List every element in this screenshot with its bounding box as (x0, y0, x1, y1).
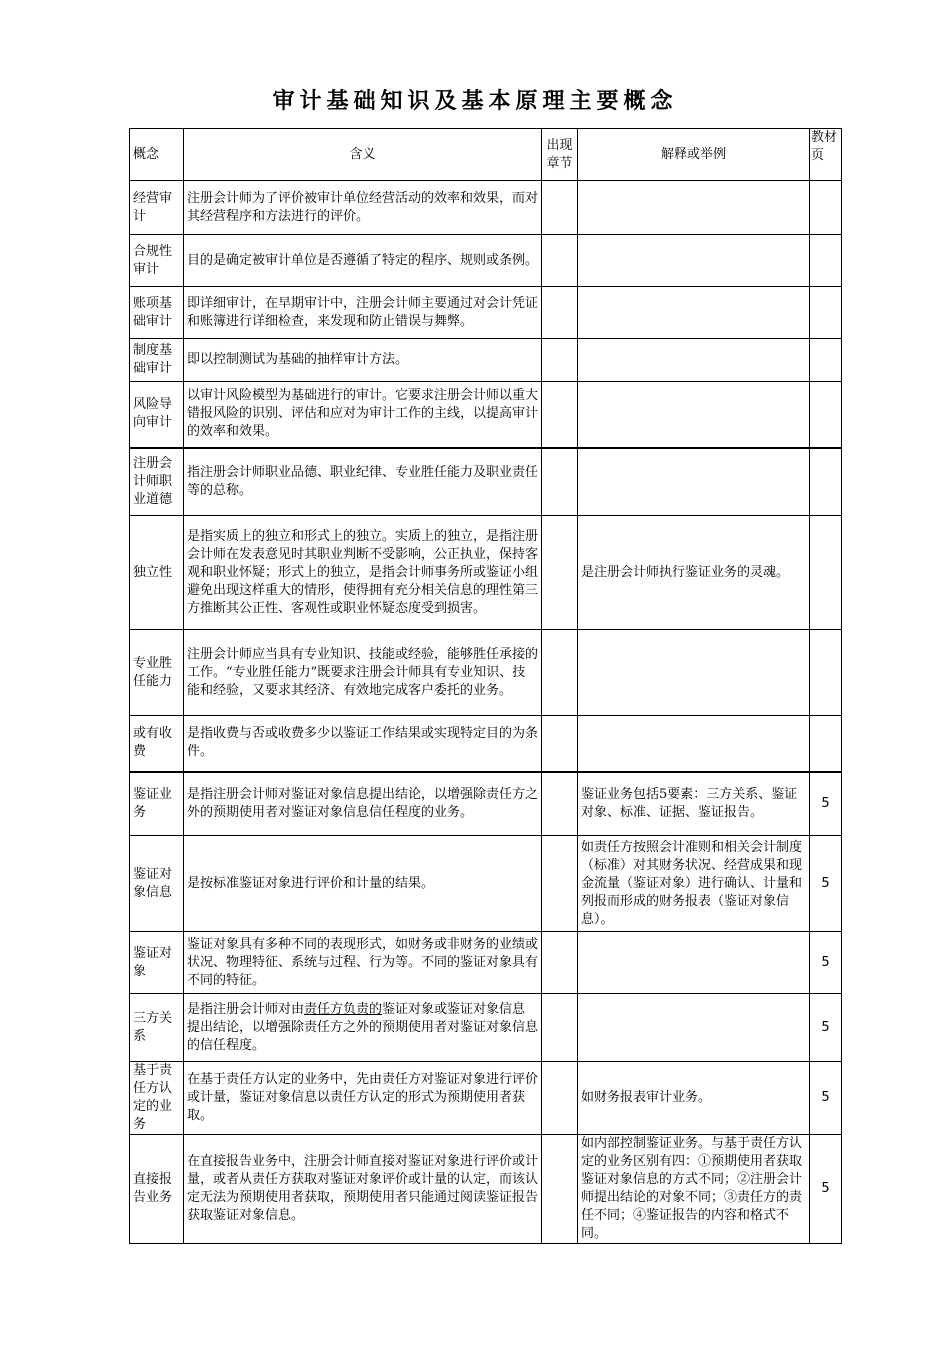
table-row (130, 235, 842, 287)
explanation-cell: 如财务报表审计业务。 (578, 1062, 810, 1135)
meaning-cell (184, 994, 542, 1062)
meaning-cell: 即详细审计，在早期审计中，注册会计师主要通过对会计凭证和账簿进行详细检查，来发现和防止错误与舞弊。 (184, 287, 542, 339)
explanation-cell (578, 994, 810, 1062)
meaning-cell: 是指实质上的独立和形式上的独立。实质上的独立，是指注册会计师在发表意见时其职业判断不受影响，公正执业，保持客观和职业怀疑；形式上的独立，是指会计师事务所或鉴证小组避免出现这样重大的情形，使得拥有充分相关信息的理性第三方推断其公正性、客观性或职业怀疑态度受到损害。 (184, 516, 542, 630)
table-row (130, 716, 842, 772)
page-cell: 5 (810, 1062, 842, 1135)
page-title: 审计基础知识及基本原理主要概念 (272, 88, 678, 114)
table-row (130, 181, 842, 235)
explanation-cell (578, 235, 810, 287)
meaning-cell: 指注册会计师职业品德、职业纪律、专业胜任能力及职业责任等的总称。 (184, 448, 542, 516)
concept-cell: 专业胜任能力 (130, 630, 184, 716)
chapter-cell (542, 235, 578, 287)
header-explanation: 解释或举例 (578, 129, 810, 181)
concept-cell: 鉴证对象信息 (130, 836, 184, 932)
page-cell (810, 287, 842, 339)
page-cell (810, 716, 842, 772)
concept-cell: 风险导向审计 (130, 382, 184, 448)
table-row (130, 448, 842, 516)
chapter-cell (542, 181, 578, 235)
chapter-cell (542, 994, 578, 1062)
chapter-cell (542, 339, 578, 382)
meaning-text-underlined: 责任方负责的 (304, 1001, 383, 1017)
meaning-cell: 是按标准鉴证对象进行评价和计量的结果。 (184, 836, 542, 932)
chapter-cell (542, 516, 578, 630)
meaning-cell: 即以控制测试为基础的抽样审计方法。 (184, 339, 542, 382)
concept-cell: 注册会计师职业道德 (130, 448, 184, 516)
meaning-cell: 目的是确定被审计单位是否遵循了特定的程序、规则或条例。 (184, 235, 542, 287)
table-row (130, 1062, 842, 1135)
chapter-cell (542, 287, 578, 339)
concept-cell: 制度基础审计 (130, 339, 184, 382)
header-row (130, 129, 842, 181)
concept-table (129, 128, 842, 1244)
meaning-text-post: 鉴证对象或鉴证对象信息提出结论，以增强除责任方之外的预期使用者对鉴证对象信息的信任程度。 (187, 1001, 539, 1053)
meaning-text-pre: 是指注册会计师对由 (187, 1001, 305, 1017)
chapter-cell (542, 716, 578, 772)
meaning-cell: 在直接报告业务中，注册会计师直接对鉴证对象进行评价或计量，或者从责任方获取对鉴证对象评价或计量的认定，而该认定无法为预期使用者获取，预期使用者只能通过阅读鉴证报告获取鉴证对象信息。 (184, 1135, 542, 1244)
header-chapter: 出现章节 (542, 129, 578, 181)
page-cell: 5 (810, 772, 842, 836)
explanation-cell: 鉴证业务包括5要素：三方关系、鉴证对象、标准、证据、鉴证报告。 (578, 772, 810, 836)
header-page: 教材页 (810, 129, 842, 181)
table-row (130, 287, 842, 339)
explanation-cell (578, 630, 810, 716)
table-row (130, 1135, 842, 1244)
table-row (130, 382, 842, 448)
table-row (130, 516, 842, 630)
explanation-cell (578, 339, 810, 382)
concept-cell: 或有收费 (130, 716, 184, 772)
explanation-cell (578, 448, 810, 516)
meaning-cell: 在基于责任方认定的业务中，先由责任方对鉴证对象进行评价或计量，鉴证对象信息以责任方认定的形式为预期使用者获取。 (184, 1062, 542, 1135)
table-row (130, 630, 842, 716)
page-cell: 5 (810, 994, 842, 1062)
concept-cell: 鉴证业务 (130, 772, 184, 836)
page-cell: 5 (810, 836, 842, 932)
page-cell: 5 (810, 1135, 842, 1244)
page-cell (810, 630, 842, 716)
chapter-cell (542, 1135, 578, 1244)
table-row (130, 836, 842, 932)
page-cell (810, 382, 842, 448)
explanation-cell: 是注册会计师执行鉴证业务的灵魂。 (578, 516, 810, 630)
explanation-cell (578, 181, 810, 235)
concept-cell: 账项基础审计 (130, 287, 184, 339)
chapter-cell (542, 630, 578, 716)
header-meaning: 含义 (184, 129, 542, 181)
concept-cell: 独立性 (130, 516, 184, 630)
concept-cell: 基于责任方认定的业务 (130, 1062, 184, 1135)
meaning-cell: 注册会计师应当具有专业知识、技能或经验，能够胜任承接的工作。“专业胜任能力”既要求注册会计师具有专业知识、技能和经验，又要求其经济、有效地完成客户委托的业务。 (184, 630, 542, 716)
concept-cell: 直接报告业务 (130, 1135, 184, 1244)
explanation-cell: 如内部控制鉴证业务。与基于责任方认定的业务区别有四：①预期使用者获取鉴证对象信息的方式不同；②注册会计师提出结论的对象不同；③责任方的责任不同；④鉴证报告的内容和格式不同。 (578, 1135, 810, 1244)
meaning-cell: 以审计风险模型为基础进行的审计。它要求注册会计师以重大错报风险的识别、评估和应对为审计工作的主线，以提高审计的效率和效果。 (184, 382, 542, 448)
meaning-cell: 是指注册会计师对鉴证对象信息提出结论，以增强除责任方之外的预期使用者对鉴证对象信息信任程度的业务。 (184, 772, 542, 836)
chapter-cell (542, 932, 578, 994)
explanation-cell (578, 932, 810, 994)
concept-cell: 经营审计 (130, 181, 184, 235)
meaning-cell: 是指收费与否或收费多少以鉴证工作结果或实现特定目的为条件。 (184, 716, 542, 772)
page-cell (810, 448, 842, 516)
table-row (130, 339, 842, 382)
header-concept: 概念 (130, 129, 184, 181)
table-row (130, 932, 842, 994)
page-cell (810, 181, 842, 235)
page-cell (810, 516, 842, 630)
explanation-cell: 如责任方按照会计准则和相关会计制度（标准）对其财务状况、经营成果和现金流量（鉴证对象）进行确认、计量和列报而形成的财务报表（鉴证对象信息）。 (578, 836, 810, 932)
page-cell: 5 (810, 932, 842, 994)
table-row (130, 994, 842, 1062)
meaning-cell: 鉴证对象具有多种不同的表现形式，如财务或非财务的业绩或状况、物理特征、系统与过程、行为等。不同的鉴证对象具有不同的特征。 (184, 932, 542, 994)
chapter-cell (542, 772, 578, 836)
concept-cell: 鉴证对象 (130, 932, 184, 994)
concept-cell: 合规性审计 (130, 235, 184, 287)
chapter-cell (542, 448, 578, 516)
meaning-cell: 注册会计师为了评价被审计单位经营活动的效率和效果，而对其经营程序和方法进行的评价。 (184, 181, 542, 235)
explanation-cell (578, 716, 810, 772)
chapter-cell (542, 1062, 578, 1135)
table-row (130, 772, 842, 836)
chapter-cell (542, 382, 578, 448)
explanation-cell (578, 382, 810, 448)
concept-cell: 三方关系 (130, 994, 184, 1062)
page-cell (810, 235, 842, 287)
chapter-cell (542, 836, 578, 932)
explanation-cell (578, 287, 810, 339)
page-cell (810, 339, 842, 382)
